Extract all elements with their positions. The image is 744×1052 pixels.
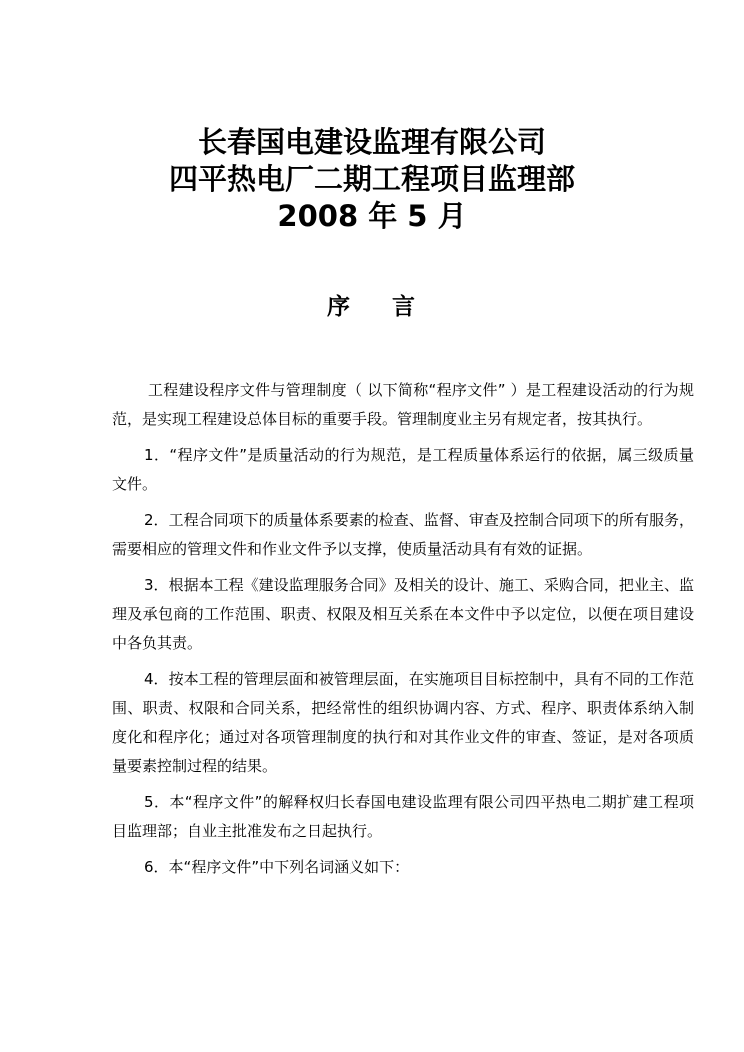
preface-body (112, 376, 694, 889)
preface-heading-char-2: 言 (392, 294, 417, 320)
preface-heading (0, 292, 744, 322)
paragraph-item-2: 2．工程合同项下的质量体系要素的检查、监督、审查及控制合同项下的所有服务，需要相应的管理文件和作业文件予以支撑，使质量活动具有有效的证据。 (112, 511, 694, 558)
paragraph-item-4: 4．按本工程的管理层面和被管理层面，在实施项目目标控制中，具有不同的工作范围、职责、权限和合同关系，把经常性的组织协调内容、方式、程序、职责体系纳入制度化和程序化；通过对各项管理制度的执行和对其作业文件的审查、签证，是对各项质量要素控制过程的结果。 (112, 670, 694, 775)
paragraph-item-6: 6．本“程序文件”中下列名词涵义如下： (144, 858, 410, 876)
paragraph-intro: 工程建设程序文件与管理制度（ 以下简称“程序文件” ）是工程建设活动的行为规范，是实现工程建设总体目标的重要手段。管理制度业主另有规定者，按其执行。 (112, 381, 694, 428)
paragraph-item-1: 1．“程序文件”是质量活动的行为规范，是工程质量体系运行的依据，属三级质量文件。 (112, 446, 694, 493)
company-name: 长春国电建设监理有限公司 (197, 125, 546, 159)
document-title (0, 124, 744, 235)
department-name: 四平热电厂二期工程项目监理部 (168, 162, 575, 196)
preface-heading-char-1: 序 (327, 294, 352, 320)
document-date: 2008 年 5 月 (277, 199, 467, 233)
paragraph-item-3: 3．根据本工程《建设监理服务合同》及相关的设计、施工、采购合同，把业主、监理及承包商的工作范围、职责、权限及相互关系在本文件中予以定位，以便在项目建设中各负其责。 (112, 576, 694, 652)
paragraph-item-5: 5．本“程序文件”的解释权归长春国电建设监理有限公司四平热电二期扩建工程项目监理部；自业主批准发布之日起执行。 (112, 793, 694, 840)
